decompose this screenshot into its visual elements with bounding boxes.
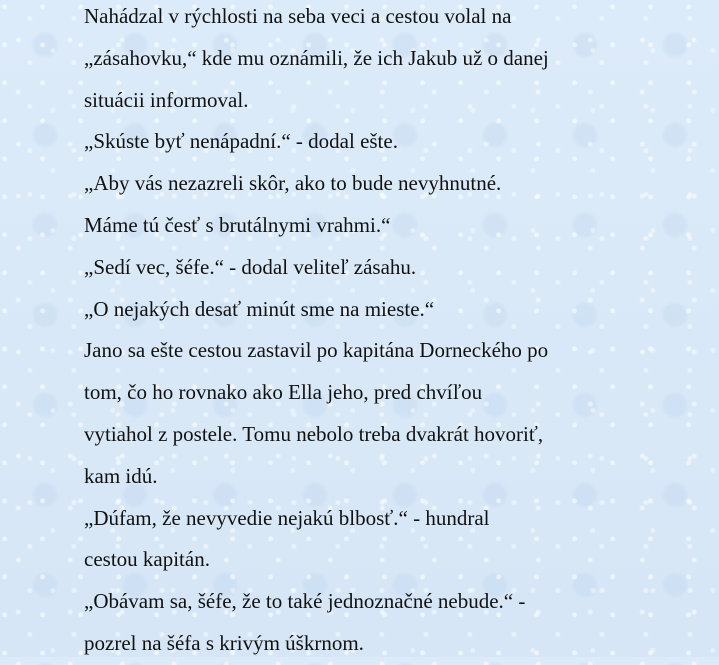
text-line: pozrel na šéfa s krivým úškrnom. xyxy=(84,630,364,655)
text-line: Jano sa ešte cestou zastavil po kapitána Dorneckého po xyxy=(84,338,549,363)
document-page xyxy=(84,0,684,665)
text-line: Máme tú česť s brutálnymi vrahmi.“ xyxy=(84,212,391,237)
text-line: „Sedí vec, šéfe.“ - dodal veliteľ zásahu. xyxy=(84,254,417,279)
text-line: „Aby vás nezazreli skôr, ako to bude nevyhnutné. xyxy=(84,171,502,196)
text-line: „zásahovku,“ kde mu oznámili, že ich Jakub už o danej xyxy=(84,45,549,70)
text-line: Nahádzal v rýchlosti na seba veci a cestou volal na xyxy=(84,4,512,28)
text-line: kam idú. xyxy=(84,463,158,488)
text-line: „O nejakých desať minút sme na mieste.“ xyxy=(84,296,435,321)
text-line: tom, čo ho rovnako ako Ella jeho, pred chvíľou xyxy=(84,380,483,405)
text-line: vytiahol z postele. Tomu nebolo treba dvakrát hovoriť, xyxy=(84,421,544,446)
text-line: cestou kapitán. xyxy=(84,547,210,572)
text-line: „Dúfam, že nevyvedie nejakú blbosť.“ - hundral xyxy=(84,505,490,530)
text-line: „Skúste byť nenápadní.“ - dodal ešte. xyxy=(84,129,398,154)
text-line: „Obávam sa, šéfe, že to také jednoznačné nebude.“ - xyxy=(84,589,526,614)
text-line: situácii informoval. xyxy=(84,87,249,112)
